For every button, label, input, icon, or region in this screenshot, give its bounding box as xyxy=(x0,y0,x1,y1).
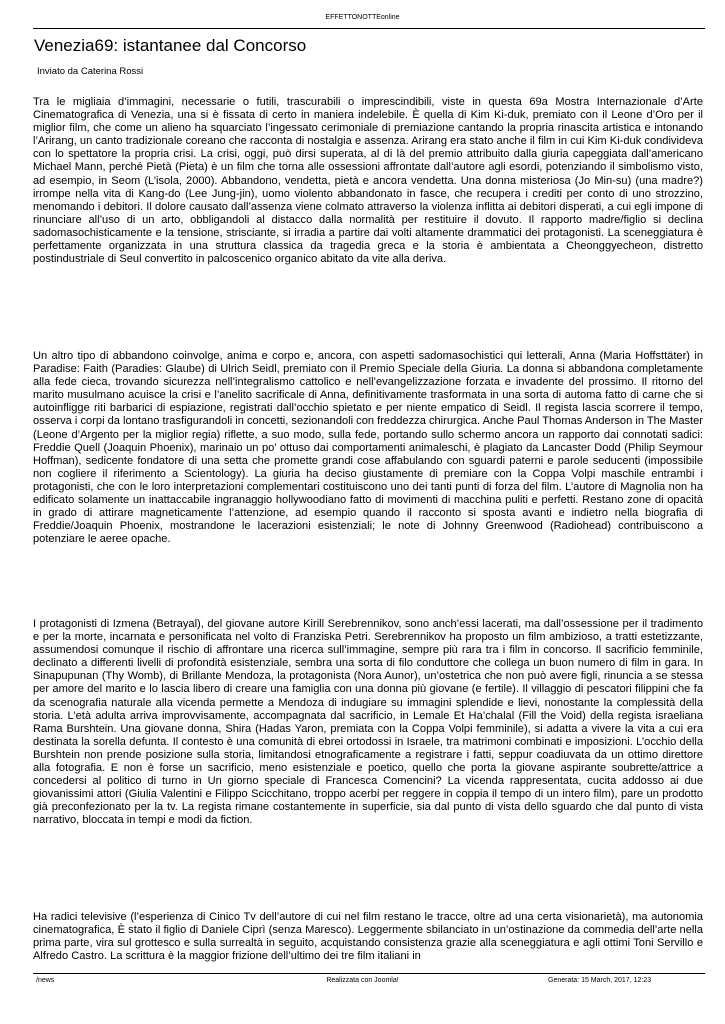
footer-path: /news xyxy=(36,977,55,984)
footer-credit: Realizzata con Joomla! xyxy=(326,977,399,984)
article-title: Venezia69: istantanee dal Concorso xyxy=(34,36,307,55)
site-name-header: EFFETTONOTTEonline xyxy=(325,14,400,21)
article-paragraph-2: Un altro tipo di abbandono coinvolge, anima e corpo e, ancora, con aspetti sadomasochistici qui letterali, Anna (Maria Hoffsttäter) in Paradise: Faith (Paradies: Glaube) di Ulrich Seidl, premiato con il Premio Speciale della Giuria. La donna si abbandona completamente alla fede cieca, trovando sicurezza nell’integralismo cattolico e nell’evangelizzazione forzata e invadente del prossimo. Il ritorno del marito musulmano acuisce la crisi e l’anelito sacrificale di Anna, definitivamente trasformata in una sorta di automa fatto di carne che si autoinfligge riti barbarici di espiazione, registrati dall’occhio spietato e per niente empatico di Seidl. Il regista lascia scorrere il tempo, osserva i corpi da lontano trasfigurandoli in concetti, sezionandoli con freddezza chirurgica. Anche Paul Thomas Anderson in The Master (Leone d’Argento per la miglior regia) riflette, a suo modo, sulla fede, portando sullo schermo ancora un rapporto dai connotati sadici: Freddie Quell (Joaquin Phoenix), marinaio un po’ ottuso dai comportamenti animaleschi, è plagiato da Lancaster Dodd (Philip Seymour Hoffman), sedicente fondatore di una setta che promette grandi cose affabulando con sguardi paterni e parole seducenti (impossibile non cogliere il riferimento a Scientology). La giuria ha deciso giustamente di premiare con la Coppa Volpi maschile entrambi i protagonisti, che con le loro interpretazioni complementari costituiscono uno dei tanti punti di forza del film. L’autore di Magnolia non ha edificato solamente un inattaccabile ingranaggio hollywoodiano fatto di movimenti di macchina puliti e perfetti. Restano zone di opacità in grado di attirare magneticamente l’attenzione, ad esempio quando il racconto si sposta avanti e indietro nella biografia di Freddie/Joaquin Phoenix, mostrandone le lacerazioni esistenziali; le note di Johnny Greenwood (Radiohead) contribuiscono a potenziare le aeree opache. xyxy=(33,350,703,546)
footer-divider xyxy=(33,973,705,974)
article-byline: Inviato da Caterina Rossi xyxy=(37,66,144,77)
header-divider xyxy=(33,28,705,29)
footer-generated-date: Generata: 15 March, 2017, 12:23 xyxy=(548,977,652,984)
article-paragraph-1: Tra le migliaia d’immagini, necessarie o futili, trascurabili o imprescindibili, viste in questa 69a Mostra Internazionale d’Arte Cinematografica di Venezia, una si è fissata di certo in maniera indelebile. È quella di Kim Ki-duk, premiato con il Leone d’Oro per il miglior film, che come un alieno ha squarciato l’ingessato cerimoniale di premiazione cantando la propria rinascita artistica e intonando l’Arirang, un canto tradizionale coreano che racconta di nostalgia e assenza. Arirang era stato anche il film in cui Kim Ki-duk condivideva con lo spettatore la propria crisi. La crisi, oggi, può dirsi superata, al di là del premio attribuito dalla giuria capeggiata dall’americano Michael Mann, perché Pietà (Pieta) è un film che torna alle ossessioni affrontate dall’autore agli esordi, potenziando il simbolismo visto, ad esempio, in Seom (L’isola, 2000). Abbandono, vendetta, pietà e ancora vendetta. Una donna misteriosa (Jo Min-su) (una madre?) irrompe nella vita di Kang-do (Lee Jung-jin), uomo violento abbandonato in fasce, che recupera i crediti per conto di uno strozzino, menomando i debitori. Il dolore causato dall’assenza viene colmato attraverso la violenza inflitta ai debitori disperati, a cui egli impone di rinunciare all’uso di un arto, obbligandoli al distacco dalla normalità per restituire il dovuto. Il rapporto madre/figlio si declina sadomasochisticamente e la tensione, strisciante, si irradia a partire dai volti altamente drammatici dei protagonisti. La sceneggiatura è perfettamente organizzata in una struttura classica da tragedia greca e la storia è ambientata a Cheonggyecheon, distretto postindustriale di Seul convertito in palcoscenico organico abitato da vite alla deriva. xyxy=(33,96,703,266)
article-paragraph-4: Ha radici televisive (l’esperienza di Cinico Tv dell’autore di cui nel film restano le tracce, oltre ad una certa visionarietà), ma autonomia cinematografica, È stato il figlio di Daniele Ciprì (senza Maresco). Leggermente sbilanciato in un’ostinazione da commedia dell’arte nella prima parte, vira sul grottesco e sulla surrealtà in seguito, acquistando consistenza grazie alla sceneggiatura e agli ottimi Toni Servillo e Alfredo Castro. La scrittura è la maggior frizione dell’ultimo dei tre film italiani in xyxy=(33,911,703,963)
article-paragraph-3: I protagonisti di Izmena (Betrayal), del giovane autore Kirill Serebrennikov, sono anch’essi lacerati, ma dall’ossessione per il tradimento e per la morte, incarnata e personificata nel volto di Franziska Petri. Serebrennikov ha proposto un film ambizioso, a tratti estetizzante, assumendosi comunque il rischio di affrontare una ricerca sull’immagine, sempre più rara tra i film in concorso. Il sacrificio femminile, declinato a differenti livelli di profondità esistenziale, sembra una sorta di filo conduttore che collega un buon numero di film in gara. In Sinapupunan (Thy Womb), di Brillante Mendoza, la protagonista (Nora Aunor), un’ostetrica che non può avere figli, rinuncia a se stessa per amore del marito e lo lascia libero di creare una famiglia con una donna più giovane (e fertile). Il villaggio di pescatori filippini che fa da scenografia naturale alla vicenda permette a Mendoza di indugiare su immagini splendide e lievi, nonostante la complessità della storia. L’età adulta arriva improvvisamente, accompagnata dal sacrificio, in Lemale Et Ha’chalal (Fill the Void) della regista israeliana Rama Burshtein. Una giovane donna, Shira (Hadas Yaron, premiata con la Coppa Volpi femminile), si adatta a vivere la vita a cui era destinata la sorella defunta. Il contesto è una comunità di ebrei ortodossi in Israele, tra matrimoni combinati e imposizioni. L’occhio della Burshtein non prende posizione sulla storia, limitandosi etnograficamente a registrare i fatti, seppur coadiuvata da un ottimo direttore alla fotografia. E non è forse un sacrificio, meno esistenziale e poetico, quello che porta la giovane aspirante soubrette/attrice a concedersi al politico di turno in Un giorno speciale di Francesca Comencini? La vicenda rappresentata, cucita addosso ai due giovanissimi attori (Giulia Valentini e Filippo Scicchitano, troppo acerbi per reggere in coppia il tempo di un intero film), pare un prodotto già preconfezionato per la tv. La regista rimane costantemente in superficie, sia dal punto di vista dello sguardo che dal punto di vista narrativo, bloccata in tempi e modi da fiction. xyxy=(33,618,703,827)
